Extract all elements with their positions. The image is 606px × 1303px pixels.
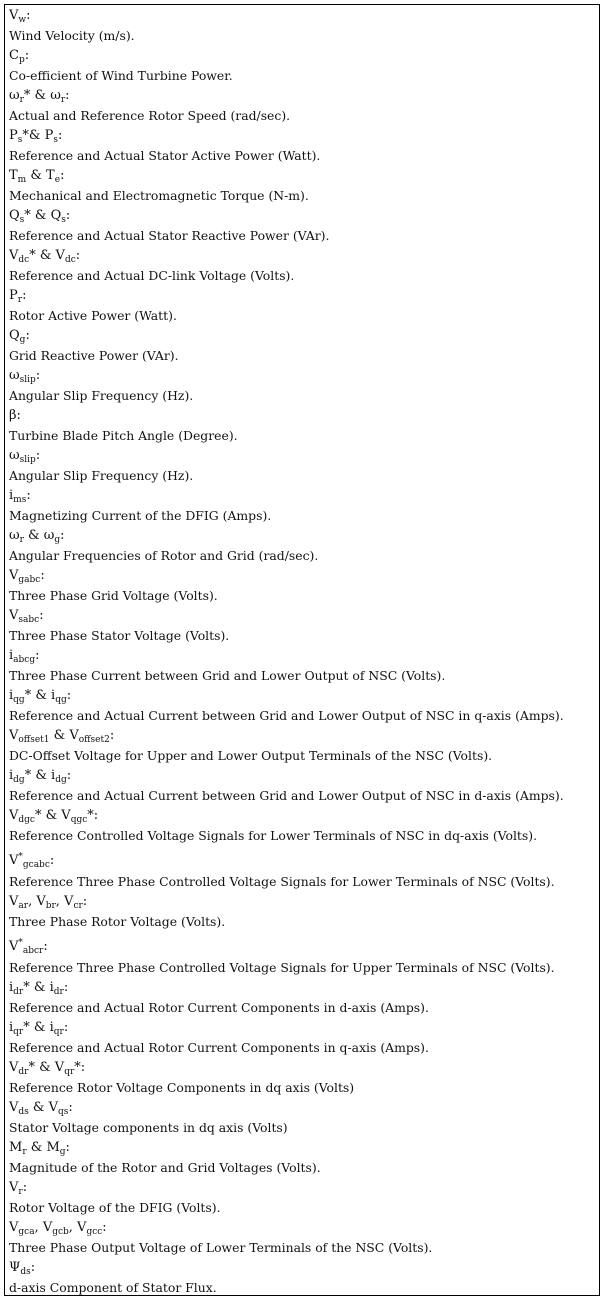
- symbol-text: ω: [9, 528, 20, 543]
- nomenclature-entry: [9, 1018, 599, 1058]
- symbol-subscript: s: [61, 215, 66, 225]
- definition: Magnetizing Current of the DFIG (Amps).: [9, 508, 272, 523]
- nomenclature-entry: [9, 206, 599, 246]
- symbol-text: V: [9, 728, 19, 743]
- symbol-subscript: r: [18, 1187, 23, 1197]
- definition: Three Phase Rotor Voltage (Volts).: [9, 914, 226, 929]
- symbol: [9, 526, 599, 546]
- symbol-text: * & V: [28, 1060, 65, 1075]
- symbol: [9, 686, 599, 706]
- symbol-text: ω: [9, 88, 20, 103]
- nomenclature-entry: [9, 606, 599, 646]
- symbol-text: i: [9, 980, 14, 995]
- symbol-text: :: [60, 168, 65, 183]
- nomenclature-entry: [9, 526, 599, 566]
- definition: Rotor Voltage of the DFIG (Volts).: [9, 1200, 221, 1215]
- definition: Reference Three Phase Controlled Voltage Signals for Upper Terminals of NSC (Volts).: [9, 960, 555, 975]
- definition: Three Phase Grid Voltage (Volts).: [9, 588, 218, 603]
- symbol-subscript: dr: [13, 987, 24, 997]
- symbol: [9, 1178, 599, 1198]
- symbol: [9, 486, 599, 506]
- nomenclature-entry: [9, 1098, 599, 1138]
- symbol-text: ω: [9, 368, 20, 383]
- definition: Three Phase Output Voltage of Lower Terminals of the NSC (Volts).: [9, 1240, 433, 1255]
- symbol-text: V: [9, 248, 19, 263]
- symbol-subscript: abcr: [22, 946, 44, 956]
- symbol-text: ω: [9, 448, 20, 463]
- symbol-text: P: [9, 288, 18, 303]
- symbol-subscript: s: [53, 135, 58, 145]
- symbol-text: :: [30, 1260, 36, 1275]
- definition: DC-Offset Voltage for Upper and Lower Output Terminals of the NSC (Volts).: [9, 748, 493, 763]
- nomenclature-entry: [9, 406, 599, 446]
- symbol: [9, 846, 599, 872]
- definition: Rotor Active Power (Watt).: [9, 308, 177, 323]
- nomenclature-entry: [9, 726, 599, 766]
- symbol-subscript: w: [18, 15, 27, 25]
- symbol-text: :: [66, 688, 72, 703]
- symbol-subscript: sabc: [18, 615, 40, 625]
- symbol-text: & ω: [23, 528, 55, 543]
- symbol-subscript: s: [17, 135, 23, 145]
- symbol-subscript: dg: [13, 775, 25, 785]
- symbol-text: :: [24, 48, 30, 63]
- definition: Wind Velocity (m/s).: [9, 28, 135, 43]
- symbol-subscript: slip: [19, 455, 36, 465]
- nomenclature-box: [4, 4, 600, 1296]
- symbol-text: , V: [68, 1220, 87, 1235]
- symbol-text: :: [82, 894, 88, 909]
- symbol-text: V: [9, 1220, 19, 1235]
- symbol-text: V: [9, 1100, 19, 1115]
- nomenclature-entry: [9, 446, 599, 486]
- symbol-subscript: ar: [18, 901, 29, 911]
- symbol-subscript: slip: [19, 375, 36, 385]
- symbol-text: :: [66, 768, 72, 783]
- symbol-text: & V: [28, 1100, 59, 1115]
- symbol-text: V: [9, 1180, 19, 1195]
- symbol: [9, 1018, 599, 1038]
- symbol-text: T: [9, 168, 18, 183]
- symbol-text: :: [26, 488, 31, 503]
- symbol-text: V: [9, 894, 19, 909]
- symbol-text: :: [22, 1180, 28, 1195]
- symbol-subscript: s: [19, 215, 25, 225]
- definition: Reference and Actual Stator Reactive Power (VAr).: [9, 228, 330, 243]
- nomenclature-entry: [9, 646, 599, 686]
- symbol: [9, 6, 599, 26]
- symbol-text: , V: [55, 894, 74, 909]
- symbol: [9, 206, 599, 226]
- symbol-text: Q: [9, 208, 20, 223]
- symbol-text: V: [9, 568, 19, 583]
- symbol-text: :: [49, 853, 55, 868]
- symbol-subscript: gcb: [52, 1227, 69, 1237]
- symbol-text: * & i: [23, 980, 54, 995]
- symbol-text: :: [26, 8, 31, 23]
- symbol-text: * & V: [34, 808, 71, 823]
- symbol-text: i: [9, 688, 14, 703]
- symbol-text: * & Q: [24, 208, 62, 223]
- symbol: [9, 892, 599, 912]
- symbol-subscript: dg: [55, 775, 67, 785]
- symbol-text: :: [35, 448, 41, 463]
- definition: Angular Slip Frequency (Hz).: [9, 388, 194, 403]
- definition: Reference Rotor Voltage Components in dq axis (Volts): [9, 1080, 355, 1095]
- symbol-subscript: dc: [18, 255, 30, 265]
- symbol-text: :: [40, 568, 45, 583]
- symbol-subscript: e: [54, 175, 61, 185]
- symbol-text: & M: [26, 1140, 60, 1155]
- symbol-subscript: qr: [64, 1067, 75, 1077]
- symbol-subscript: dr: [18, 1067, 29, 1077]
- nomenclature-entry: [9, 1138, 599, 1178]
- symbol-text: β:: [9, 408, 21, 423]
- symbol-text: :: [65, 88, 70, 103]
- symbol-text: , V: [28, 894, 46, 909]
- symbol-subscript: qgc: [70, 815, 88, 825]
- symbol-subscript: ms: [13, 495, 27, 505]
- symbol-subscript: gcabc: [22, 860, 50, 870]
- nomenclature-entry: [9, 892, 599, 932]
- symbol-text: V: [9, 8, 19, 23]
- symbol-supscript: *: [18, 852, 23, 862]
- symbol-text: i: [9, 1020, 14, 1035]
- symbol: [9, 366, 599, 386]
- definition: Mechanical and Electromagnetic Torque (N-m).: [9, 188, 309, 203]
- symbol: [9, 806, 599, 826]
- nomenclature-entry: [9, 806, 599, 846]
- nomenclature-entry: [9, 766, 599, 806]
- nomenclature-entry: [9, 1218, 599, 1258]
- symbol: [9, 566, 599, 586]
- symbol-subscript: gca: [18, 1227, 35, 1237]
- nomenclature-entry: [9, 978, 599, 1018]
- symbol-text: :: [39, 608, 44, 623]
- symbol-text: :: [75, 248, 81, 263]
- symbol-text: Q: [9, 328, 20, 343]
- symbol-text: :: [60, 528, 65, 543]
- symbol: [9, 932, 599, 958]
- symbol-subscript: m: [17, 175, 27, 185]
- symbol-text: C: [9, 48, 19, 63]
- symbol: [9, 1258, 599, 1278]
- symbol: [9, 1098, 599, 1118]
- symbol-subscript: p: [18, 55, 25, 65]
- definition: Angular Frequencies of Rotor and Grid (rad/sec).: [9, 548, 319, 563]
- nomenclature-entry: [9, 86, 599, 126]
- symbol-subscript: r: [22, 1147, 27, 1157]
- symbol-subscript: r: [60, 95, 66, 105]
- symbol-text: *:: [87, 808, 99, 823]
- symbol-text: i: [9, 488, 14, 503]
- nomenclature-entry: [9, 126, 599, 166]
- nomenclature-entry: [9, 932, 599, 978]
- symbol: [9, 1138, 599, 1158]
- symbol-subscript: dgc: [18, 815, 35, 825]
- symbol-text: V: [9, 808, 19, 823]
- symbol-subscript: g: [59, 1147, 66, 1157]
- symbol-subscript: offset2: [78, 735, 110, 745]
- symbol: [9, 126, 599, 146]
- symbol-subscript: br: [45, 901, 56, 911]
- symbol: [9, 1218, 599, 1238]
- symbol-subscript: g: [19, 335, 26, 345]
- symbol-text: & V: [49, 728, 79, 743]
- nomenclature-entry: [9, 6, 599, 46]
- definition: Actual and Reference Rotor Speed (rad/sec).: [9, 108, 291, 123]
- symbol-text: V: [9, 939, 19, 954]
- symbol-subscript: r: [19, 95, 24, 105]
- definition: Turbine Blade Pitch Angle (Degree).: [9, 428, 238, 443]
- definition: Three Phase Current between Grid and Lower Output of NSC (Volts).: [9, 668, 446, 683]
- symbol-text: V: [9, 1060, 19, 1075]
- symbol-subscript: qs: [58, 1107, 69, 1117]
- symbol-text: *:: [74, 1060, 86, 1075]
- symbol-text: , V: [34, 1220, 53, 1235]
- symbol: [9, 606, 599, 626]
- symbol: [9, 766, 599, 786]
- symbol: [9, 406, 599, 426]
- definition: Grid Reactive Power (VAr).: [9, 348, 179, 363]
- symbol: [9, 86, 599, 106]
- symbol-text: M: [9, 1140, 23, 1155]
- definition: Reference and Actual Rotor Current Components in d-axis (Amps).: [9, 1000, 429, 1015]
- symbol-text: & T: [26, 168, 55, 183]
- definition: Reference Controlled Voltage Signals for Lower Terminals of NSC in dq-axis (Volts).: [9, 828, 538, 843]
- symbol-text: :: [57, 128, 63, 143]
- symbol-supscript: *: [18, 938, 23, 948]
- symbol-text: :: [35, 648, 40, 663]
- definition: Reference Three Phase Controlled Voltage Signals for Lower Terminals of NSC (Volts).: [9, 874, 555, 889]
- nomenclature-entry: [9, 566, 599, 606]
- definition: Angular Slip Frequency (Hz).: [9, 468, 194, 483]
- nomenclature-entry: [9, 246, 599, 286]
- symbol-text: * & i: [24, 688, 56, 703]
- symbol-subscript: offset1: [18, 735, 50, 745]
- symbol-subscript: ds: [20, 1267, 31, 1277]
- symbol-subscript: qr: [13, 1027, 24, 1037]
- symbol-text: :: [63, 980, 69, 995]
- nomenclature-entry: [9, 286, 599, 326]
- symbol-text: i: [9, 648, 14, 663]
- nomenclature-entry: [9, 1258, 599, 1298]
- symbol-subscript: cr: [73, 901, 83, 911]
- definition: Reference and Actual Rotor Current Components in q-axis (Amps).: [9, 1040, 429, 1055]
- symbol-text: V: [9, 853, 19, 868]
- symbol-text: :: [65, 208, 71, 223]
- symbol-text: :: [25, 328, 30, 343]
- symbol-text: Ψ: [9, 1260, 21, 1275]
- definition: Three Phase Stator Voltage (Volts).: [9, 628, 230, 643]
- definition: d-axis Component of Stator Flux.: [9, 1280, 217, 1295]
- definition: Magnitude of the Rotor and Grid Voltages (Volts).: [9, 1160, 321, 1175]
- nomenclature-entry: [9, 846, 599, 892]
- definition: Reference and Actual Current between Grid and Lower Output of NSC in d-axis (Amps).: [9, 788, 564, 803]
- symbol-subscript: gabc: [18, 575, 41, 585]
- symbol-text: *& P: [22, 128, 54, 143]
- symbol-subscript: r: [17, 295, 23, 305]
- symbol-text: :: [43, 939, 48, 954]
- nomenclature-entry: [9, 166, 599, 206]
- symbol-text: :: [65, 1140, 70, 1155]
- symbol-subscript: ds: [18, 1107, 29, 1117]
- nomenclature-list: [5, 5, 599, 1298]
- definition: Stator Voltage components in dq axis (Volts): [9, 1120, 288, 1135]
- symbol-subscript: g: [54, 535, 61, 545]
- symbol-subscript: gcc: [86, 1227, 103, 1237]
- symbol: [9, 646, 599, 666]
- symbol-subscript: dr: [53, 987, 64, 997]
- symbol-text: :: [109, 728, 115, 743]
- nomenclature-entry: [9, 686, 599, 726]
- symbol-text: P: [9, 128, 18, 143]
- symbol-text: * & ω: [23, 88, 61, 103]
- symbol-text: :: [35, 368, 41, 383]
- symbol: [9, 978, 599, 998]
- symbol-subscript: qr: [53, 1027, 64, 1037]
- definition: Reference and Actual Current between Grid and Lower Output of NSC in q-axis (Amps).: [9, 708, 564, 723]
- nomenclature-entry: [9, 366, 599, 406]
- nomenclature-entry: [9, 326, 599, 366]
- symbol: [9, 446, 599, 466]
- nomenclature-entry: [9, 486, 599, 526]
- nomenclature-entry: [9, 1178, 599, 1218]
- symbol-text: * & V: [29, 248, 65, 263]
- symbol-subscript: qg: [55, 695, 67, 705]
- definition: Reference and Actual Stator Active Power (Watt).: [9, 148, 321, 163]
- symbol-subscript: abcg: [13, 655, 36, 665]
- symbol-text: :: [63, 1020, 69, 1035]
- symbol: [9, 286, 599, 306]
- symbol-text: :: [22, 288, 27, 303]
- symbol-subscript: qg: [13, 695, 25, 705]
- symbol: [9, 46, 599, 66]
- symbol-text: V: [9, 608, 19, 623]
- symbol-text: i: [9, 768, 14, 783]
- definition: Reference and Actual DC-link Voltage (Volts).: [9, 268, 295, 283]
- symbol: [9, 326, 599, 346]
- nomenclature-entry: [9, 46, 599, 86]
- symbol-text: :: [68, 1100, 73, 1115]
- symbol-text: * & i: [24, 768, 56, 783]
- definition: Co-efficient of Wind Turbine Power.: [9, 68, 233, 83]
- symbol-text: :: [102, 1220, 107, 1235]
- symbol: [9, 246, 599, 266]
- symbol: [9, 1058, 599, 1078]
- nomenclature-entry: [9, 1058, 599, 1098]
- symbol-subscript: r: [19, 535, 24, 545]
- symbol: [9, 166, 599, 186]
- symbol-text: * & i: [23, 1020, 54, 1035]
- symbol: [9, 726, 599, 746]
- symbol-subscript: dc: [64, 255, 76, 265]
